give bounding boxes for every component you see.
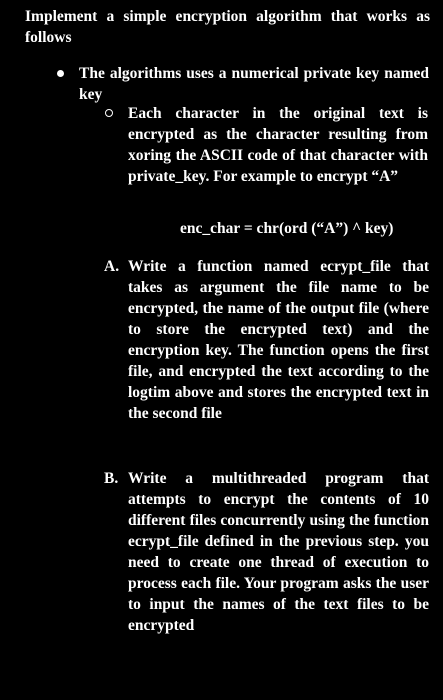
list-item-letter: A. [104, 258, 120, 275]
list-item-letter: B. [104, 470, 119, 487]
intro-paragraph: Implement a simple encryption algorithm that works as follows [25, 8, 430, 46]
hollow-circle-bullet-icon [105, 109, 113, 117]
formula-line: enc_char = chr(ord (“A”) ^ key) [180, 220, 394, 237]
list-item-text: Write a function named ecrypt_file that takes as argument the file name to be encrypted, the name of the output file (where to store the encrypted text) and the encryption key. The function opens the first file, and encrypted the text according to the logtim above and stores the encrypted text in the second file [128, 258, 429, 422]
bullet-text: The algorithms uses a numerical private key named key [79, 65, 429, 103]
bullet-dot-icon [57, 70, 64, 77]
sub-bullet-text: Each character in the original text is encrypted as the character resulting from xoring the ASCII code of that character with private_key. For example to encrypt “A” [128, 105, 428, 185]
list-item-text: Write a multithreaded program that attempts to encrypt the contents of 10 different files concurrently using the function ecrypt_file defined in the previous step. you need to create one thread of execution to process each file. Your program asks the user to input the names of the text files to be encrypted [128, 470, 429, 634]
